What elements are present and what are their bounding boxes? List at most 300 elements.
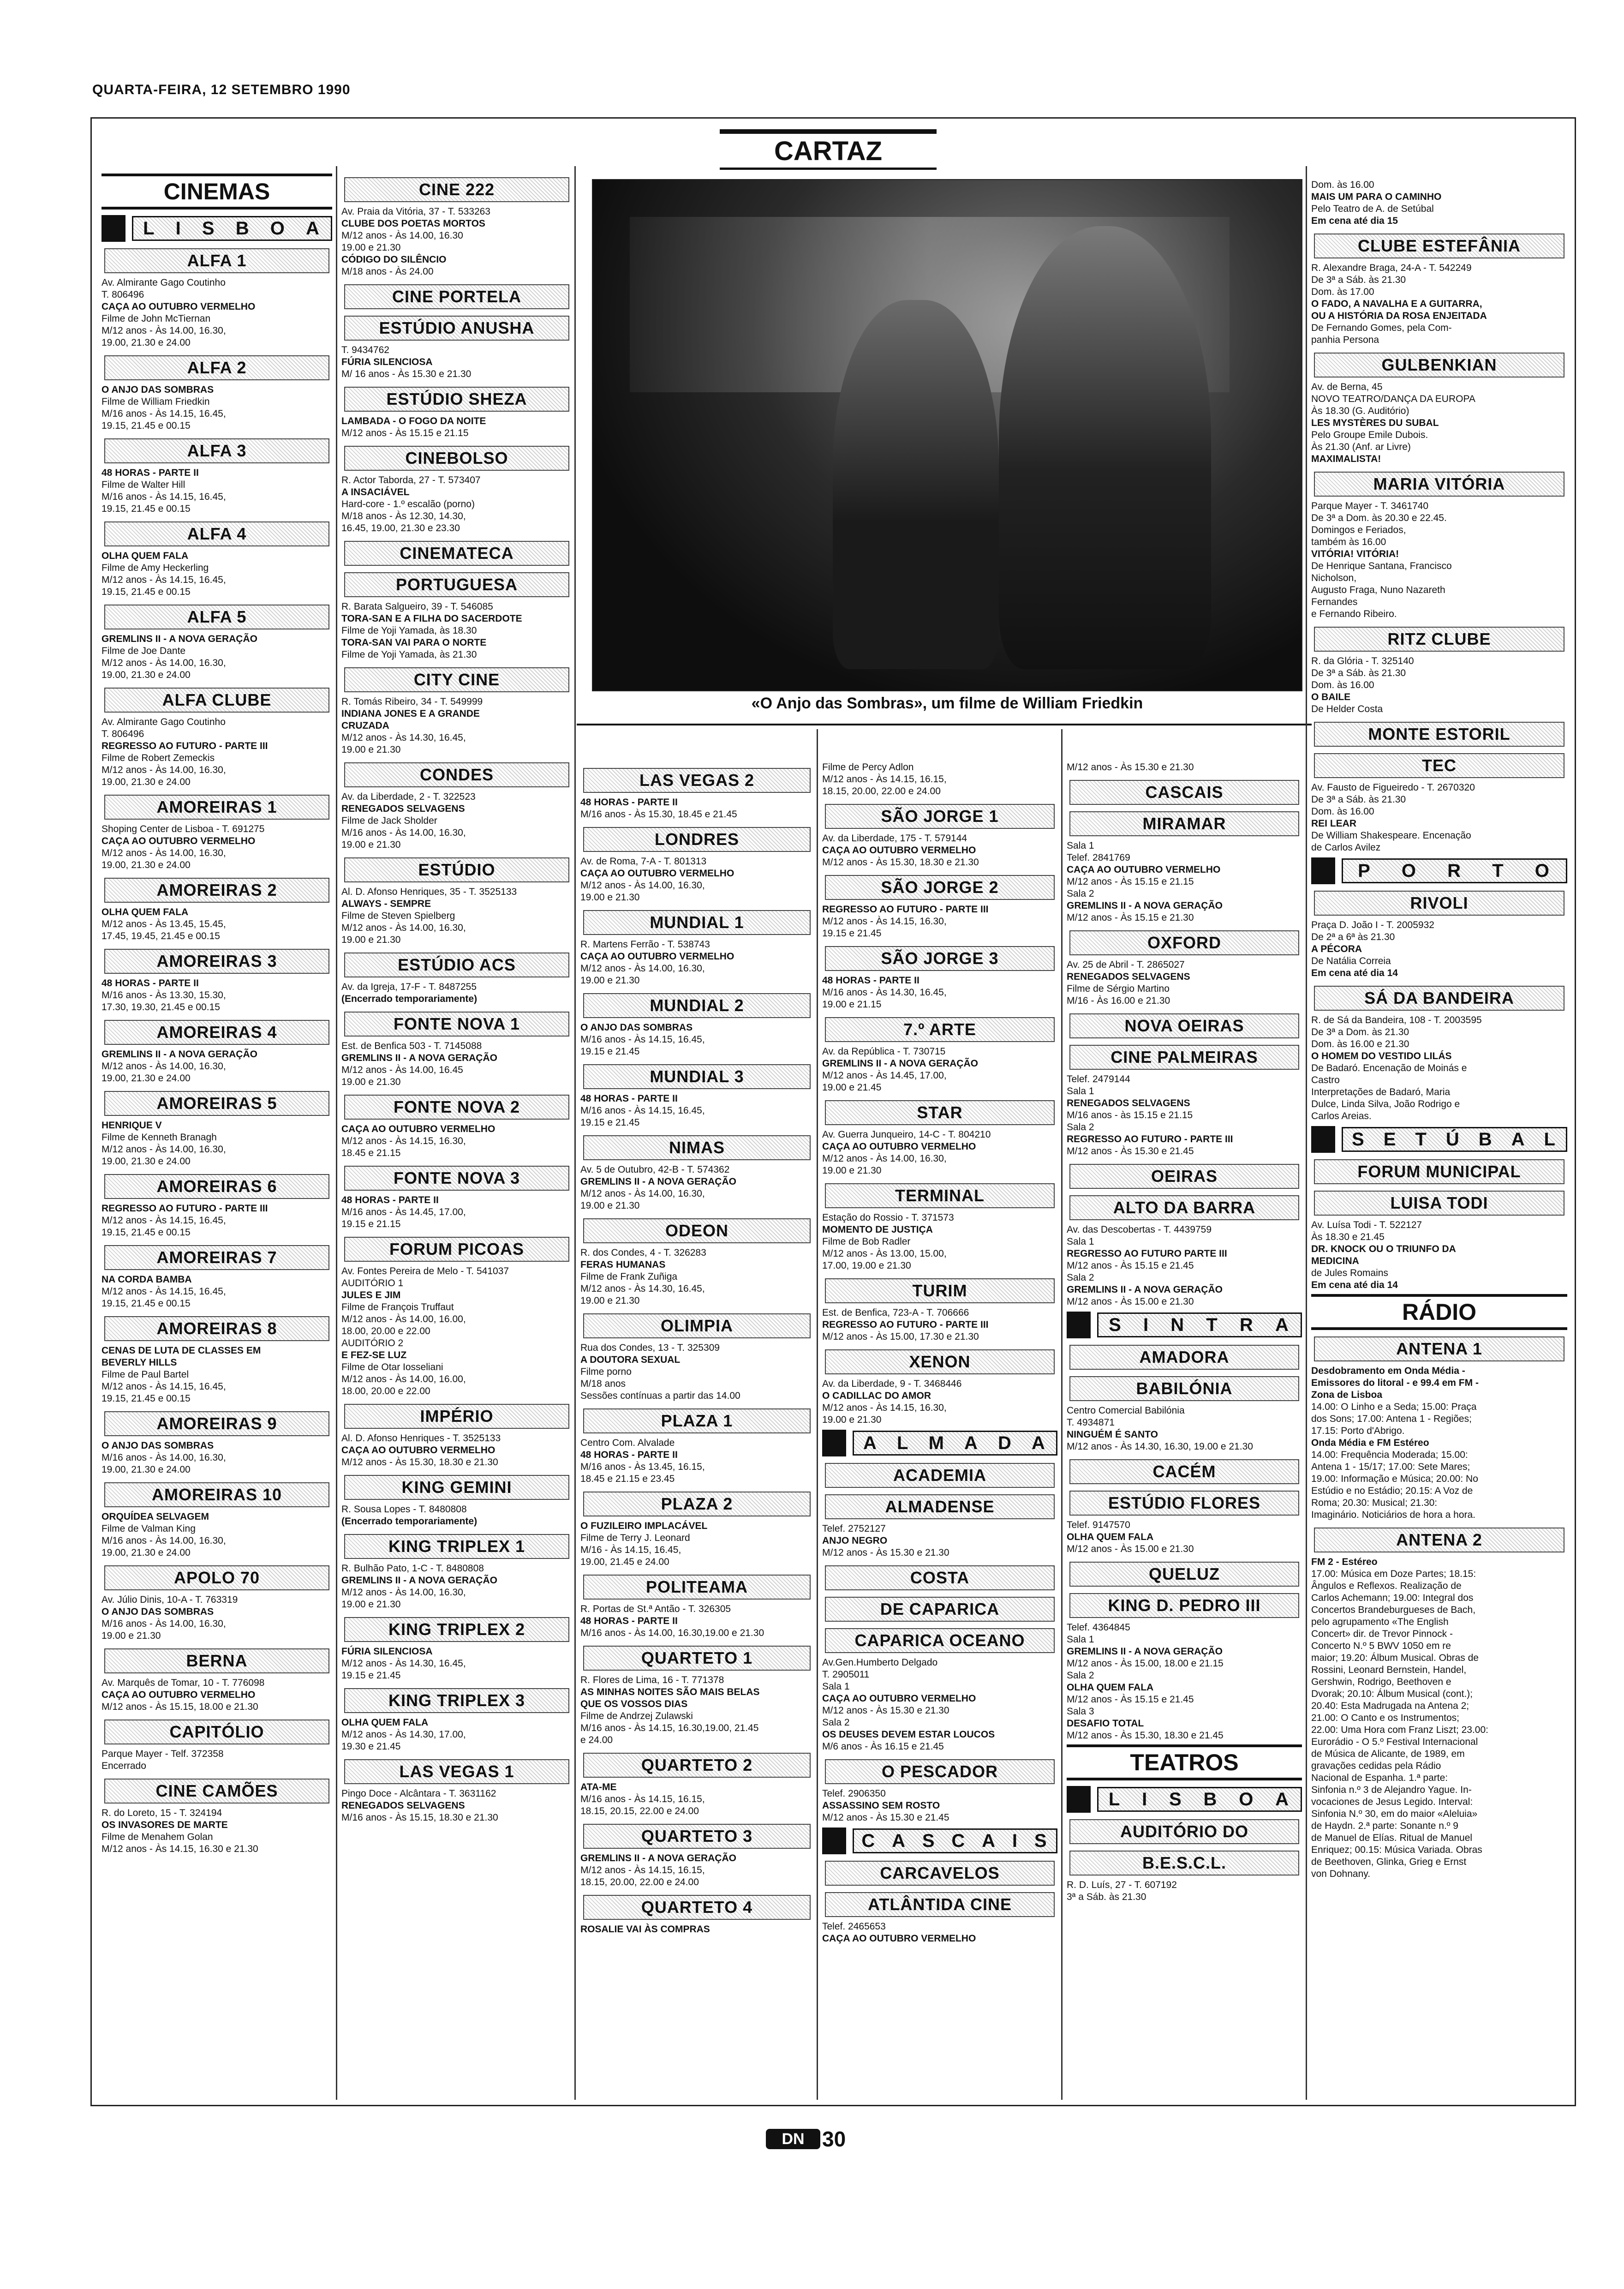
listing-title: CAÇA AO OUTUBRO VERMELHO (341, 1445, 496, 1456)
listing-line: Av. Praia da Vitória, 37 - T. 533263 (341, 206, 490, 217)
city-letter: L (897, 1432, 910, 1453)
venue-heading: CLUBE ESTEFÂNIA (1314, 234, 1564, 258)
listing-line: 22.00: Uma Hora com Franz Liszt; 23.00: (1311, 1725, 1488, 1735)
listing-title: O HOMEM DO VESTIDO LILÁS (1311, 1051, 1452, 1061)
venue-heading: QUARTETO 4 (583, 1895, 811, 1920)
listing-title: 48 HORAS - PARTE II (580, 1616, 678, 1626)
venue-heading: ESTÚDIO ANUSHA (344, 316, 569, 341)
venue-heading: ALMADENSE (825, 1494, 1055, 1519)
listing-title: CAÇA AO OUTUBRO VERMELHO (102, 836, 256, 846)
venue-heading: SÃO JORGE 2 (825, 875, 1055, 900)
listing-title: O CADILLAC DO AMOR (822, 1390, 931, 1401)
listing-title: Onda Média e FM Estéreo (1311, 1438, 1429, 1448)
city-letter: L (143, 218, 156, 239)
listing-line: M/16 anos - Às 14.15, 16.45, (580, 1105, 705, 1116)
listing-line: 19.00 e 21.30 (341, 1077, 401, 1087)
listing-line: 19.00 e 21.30 (580, 1200, 640, 1211)
listing-line: Filme de Yoji Yamada, às 18.30 (341, 625, 477, 636)
listing-line: Sinfonia N.º 30, em do maior «Aleluia» (1311, 1809, 1478, 1819)
listing-line: Rua dos Condes, 13 - T. 325309 (580, 1342, 720, 1353)
listing-line: Pelo Groupe Emile Dubois. (1311, 430, 1428, 440)
listing-title: CAÇA AO OUTUBRO VERMELHO (822, 1693, 976, 1704)
venue-heading: ALFA 4 (104, 521, 329, 546)
listing-line: AUDITÓRIO 2 (341, 1338, 404, 1348)
listing-line: M/12 anos - Às 14.00, 16.30 (341, 230, 463, 241)
listing-line: Augusto Fraga, Nuno Nazareth (1311, 585, 1445, 595)
listing-line: 18.00, 20.00 e 22.00 (341, 1386, 430, 1396)
listing-title: MOMENTO DE JUSTIÇA (822, 1224, 933, 1235)
venue-heading: QUARTETO 1 (583, 1646, 811, 1671)
listing-title: FERAS HUMANAS (580, 1259, 666, 1270)
listing-title: 48 HORAS - PARTE II (102, 978, 199, 989)
listing-title: Desdobramento em Onda Média - (1311, 1366, 1465, 1376)
listing-line: também às 16.00 (1311, 537, 1386, 547)
listing-line: 19.00 e 21.30 (341, 744, 401, 755)
listing-line: Filme de Sérgio Martino (1067, 983, 1170, 994)
listing-title: A DOUTORA SEXUAL (580, 1354, 681, 1365)
venue-heading: PORTUGUESA (344, 572, 569, 597)
listing-line: vocaciones de Jesus Legido. Interval: (1311, 1797, 1473, 1807)
city-letter: R (1239, 1314, 1255, 1335)
listing-title: FÚRIA SILENCIOSA (341, 357, 433, 367)
listing-line: M/12 anos - Às 14.30, 16.45, (341, 732, 466, 743)
listing-line: M/12 anos - Às 14.15, 16.45, (102, 1381, 226, 1392)
venue-heading: TURIM (825, 1278, 1055, 1303)
city-block-mark (1311, 857, 1335, 884)
section-heading: TEATROS (1067, 1744, 1302, 1780)
city-banner (1311, 1126, 1567, 1153)
listing-line: M/12 anos - Às 15.30 e 21.30 (822, 1705, 949, 1716)
venue-heading: MONTE ESTORIL (1314, 722, 1564, 747)
listing-title: REGRESSO AO FUTURO - PARTE III (1067, 1134, 1233, 1144)
listing-line: Dom. às 16.00 (1311, 680, 1374, 690)
city-letter: E (1383, 1129, 1398, 1150)
listing-title: MEDICINA (1311, 1256, 1359, 1266)
city-letters (1343, 861, 1566, 881)
venue-heading: XENON (825, 1349, 1055, 1374)
listing-title: CAÇA AO OUTUBRO VERMELHO (341, 1124, 496, 1134)
listing-line: Sala 2 (1067, 1122, 1094, 1133)
listing-line: M/12 anos - Às 13.00, 15.00, (822, 1248, 947, 1259)
listing-line: Sala 3 (1067, 1706, 1094, 1717)
photo-figure-man (833, 300, 999, 669)
listing-title: GREMLINS II - A NOVA GERAÇÃO (341, 1575, 497, 1586)
city-block-mark (102, 215, 125, 242)
listing-line: Shoping Center de Lisboa - T. 691275 (102, 824, 265, 834)
listing-line: M/16 anos - Às 14.15, 16.45, (102, 491, 226, 502)
venue-heading: CACÉM (1069, 1459, 1299, 1484)
listing-line: M/12 anos - Às 13.45, 15.45, (102, 919, 226, 929)
venue-heading: ALFA 5 (104, 605, 329, 629)
listing-line: M/18 anos - Às 24.00 (341, 266, 434, 277)
listing-line: M/16 anos - Às 13.45, 16.15, (580, 1462, 705, 1472)
listing-line: M/12 anos - Às 14.15, 16.15, (580, 1865, 705, 1876)
listing-line: 19.00 e 21.15 (822, 999, 882, 1010)
listing-line: 19.15, 21.45 e 00.15 (102, 420, 191, 431)
listing-line: M/12 anos - Às 15.15 e 21.45 (1067, 1694, 1194, 1705)
listing-line: e 24.00 (580, 1735, 613, 1745)
city-letter: S (1109, 1314, 1123, 1335)
city-letter: B (235, 218, 251, 239)
listing-title: OU A HISTÓRIA DA ROSA ENJEITADA (1311, 311, 1487, 321)
venue-heading: SÃO JORGE 1 (825, 804, 1055, 829)
listing-line: R. da Glória - T. 325140 (1311, 656, 1414, 666)
venue-heading: BABILÓNIA (1069, 1376, 1299, 1401)
venue-heading: CINEMATECA (344, 541, 569, 566)
listing-line: M/16 anos - Às 14.15, 16.45, (102, 408, 226, 419)
listing-title: LAMBADA - O FOGO DA NOITE (341, 416, 486, 426)
col-rule-1 (336, 166, 337, 2100)
listing-line: M/12 anos - Às 15.30 e 21.30 (1067, 762, 1194, 773)
listing-title: O FADO, A NAVALHA E A GUITARRA, (1311, 299, 1482, 309)
listing-line: M/12 anos - Às 14.30, 16.30, 19.00 e 21.30 (1067, 1441, 1253, 1452)
listing-line: T. 9434762 (341, 345, 389, 355)
listing-title: JULES E JIM (341, 1290, 401, 1300)
listing-line: M/12 anos - Às 15.30, 18.30 e 21.30 (341, 1457, 498, 1468)
listing-line: Dom. às 16.00 (1311, 806, 1374, 817)
listing-title: 48 HORAS - PARTE II (580, 1093, 678, 1104)
listing-line: Al. D. Afonso Henriques, 35 - T. 3525133 (341, 887, 517, 897)
venue-heading: LONDRES (583, 827, 811, 852)
section-heading: RÁDIO (1311, 1294, 1567, 1330)
city-letter: S (922, 1830, 937, 1851)
listing-line: M/18 anos - Às 12.30, 14.30, (341, 511, 466, 521)
listing-line: 16.45, 19.00, 21.30 e 23.30 (341, 523, 460, 533)
city-letter: S (1169, 1789, 1183, 1810)
venue-heading: ODEON (583, 1218, 811, 1243)
city-letter: O (1534, 860, 1551, 881)
listing-line: R. dos Condes, 4 - T. 326283 (580, 1247, 706, 1258)
listing-title: LES MYSTÈRES DU SUBAL (1311, 418, 1439, 428)
venue-heading: KING TRIPLEX 2 (344, 1617, 569, 1642)
listing-line: 19.00, 21.30 e 24.00 (102, 1464, 191, 1475)
col-rule-5 (1306, 166, 1307, 2100)
listing-line: de Música de Alicante, de 1989, em (1311, 1749, 1465, 1759)
listing-line: 19.00, 21.30 e 24.00 (102, 1547, 191, 1558)
listing-line: Filme de Paul Bartel (102, 1369, 189, 1380)
listing-line: Sala 1 (1067, 840, 1094, 851)
listing-line: De Fernando Gomes, pela Com- (1311, 323, 1452, 333)
listing-line: M/12 anos - Às 14.00, 16.45 (341, 1065, 463, 1075)
listing-title: GREMLINS II - A NOVA GERAÇÃO (580, 1176, 736, 1187)
venue-heading: IMPÉRIO (344, 1404, 569, 1429)
listing-line: Filme de Andrzej Zulawski (580, 1711, 693, 1721)
listing-line: R. D. Luís, 27 - T. 607192 (1067, 1880, 1177, 1890)
city-letter: Ú (1445, 1129, 1461, 1150)
listing-line: Concerto N.º 5 BWV 1050 em re (1311, 1641, 1451, 1651)
listing-title: CENAS DE LUTA DE CLASSES EM (102, 1345, 261, 1356)
listing-line: Av. Fontes Pereira de Melo - T. 541037 (341, 1266, 509, 1276)
listing-line: 19.00, 21.45 e 24.00 (580, 1557, 669, 1567)
venue-heading: MUNDIAL 3 (583, 1064, 811, 1089)
listing-line: 19.15, 21.45 e 00.15 (102, 1227, 191, 1238)
listing-title: 48 HORAS - PARTE II (580, 797, 678, 808)
listing-line: Sala 2 (822, 1717, 850, 1728)
listing-line: M/16 anos - Às 14.15, 16.45, (580, 1034, 705, 1045)
listing-line: M/12 anos - Às 14.00, 16.30, (102, 1061, 226, 1072)
listing-title: RENEGADOS SELVAGENS (341, 803, 465, 814)
listing-line: Filme de Yoji Yamada, às 21.30 (341, 649, 477, 660)
listing-line: Estúdio e no Estádio; 20.15: A Voz de (1311, 1486, 1473, 1496)
listing-line: Av.Gen.Humberto Delgado (822, 1657, 938, 1668)
city-block-mark (1067, 1786, 1091, 1813)
listing-line: Centro Com. Alvalade (580, 1438, 675, 1448)
listing-line: 18.15, 20.15, 22.00 e 24.00 (580, 1806, 699, 1816)
venue-heading: ESTÚDIO FLORES (1069, 1491, 1299, 1516)
city-name (132, 216, 332, 241)
listing-line: T. 806496 (102, 729, 144, 739)
city-letter: C (951, 1830, 967, 1851)
listing-line: De William Shakespeare. Encenação (1311, 830, 1471, 841)
venue-heading: LAS VEGAS 1 (344, 1759, 569, 1784)
listing-title: GREMLINS II - A NOVA GERAÇÃO (1067, 1646, 1223, 1657)
listing-title: Em cena até dia 14 (1311, 968, 1398, 978)
listing-title: OLHA QUEM FALA (341, 1717, 429, 1728)
city-letter: A (1275, 1314, 1290, 1335)
listing-line: 17.15: Porto d'Abrigo. (1311, 1426, 1405, 1436)
dateline: QUARTA-FEIRA, 12 SETEMBRO 1990 (92, 82, 351, 97)
listing-line: M/12 anos - Às 14.00, 16.30, (102, 658, 226, 668)
listing-line: M/12 anos - Às 14.45, 17.00, (822, 1070, 947, 1081)
listing-line: Telef. 2906350 (822, 1788, 886, 1799)
listing-line: De 3ª a Dom. às 20.30 e 22.45. (1311, 513, 1447, 523)
film-photo (592, 179, 1302, 691)
listing-line: M/12 anos - Às 15.30, 18.30 e 21.30 (822, 857, 979, 868)
listing-line: Av. Fausto de Figueiredo - T. 2670320 (1311, 782, 1475, 793)
venue-heading: STAR (825, 1100, 1055, 1125)
venue-heading: AMOREIRAS 4 (104, 1020, 329, 1045)
city-letters (1343, 1129, 1566, 1150)
section-title: CARTAZ (720, 129, 937, 170)
city-block-mark (1067, 1312, 1091, 1338)
listing-title: ANJO NEGRO (822, 1535, 888, 1546)
city-letter: T (1492, 860, 1505, 881)
venue-heading: POLITEAMA (583, 1575, 811, 1600)
listing-line: M/12 anos - Às 15.15 e 21.15 (341, 428, 469, 438)
venue-heading: MUNDIAL 2 (583, 993, 811, 1018)
listing-title: CAÇA AO OUTUBRO VERMELHO (822, 845, 976, 856)
listing-line: 18.15, 20.00, 22.00 e 24.00 (822, 786, 941, 797)
venue-heading: PLAZA 1 (583, 1408, 811, 1433)
listing-line: Filme de Joe Dante (102, 646, 186, 656)
listing-line: Filme de Percy Adlon (822, 762, 914, 773)
listing-line: 19.00 e 21.30 (341, 1599, 401, 1610)
listing-line: Às 21.30 (Anf. ar Livre) (1311, 442, 1411, 452)
listing-title: CAÇA AO OUTUBRO VERMELHO (102, 301, 256, 312)
listing-line: 19.15 e 21.15 (341, 1219, 401, 1229)
venue-heading: MARIA VITÓRIA (1314, 472, 1564, 497)
venue-heading: AMOREIRAS 8 (104, 1316, 329, 1341)
city-name (1342, 858, 1567, 883)
listing-title: OLHA QUEM FALA (102, 551, 189, 561)
listing-line: Telef. 9147570 (1067, 1520, 1130, 1530)
listing-line: M/12 anos - Às 14.00, 16.00, (341, 1314, 466, 1324)
listing-title: FM 2 - Estéreo (1311, 1557, 1378, 1567)
listing-line: M/12 anos - Às 14.00, 16.30, (341, 1587, 466, 1598)
venue-heading: FORUM PICOAS (344, 1237, 569, 1262)
venue-heading: CINE PALMEIRAS (1069, 1045, 1299, 1070)
venue-heading: ESTÚDIO (344, 857, 569, 882)
venue-heading: CINE 222 (344, 177, 569, 202)
listing-line: Sala 1 (1067, 1634, 1094, 1645)
city-letter: I (1143, 1314, 1151, 1335)
listing-line: R. Barata Salgueiro, 39 - T. 546085 (341, 601, 493, 612)
listing-title: TORA-SAN VAI PARA O NORTE (341, 637, 487, 648)
listing-title: O FUZILEIRO IMPLACÁVEL (580, 1521, 708, 1531)
venue-heading: FONTE NOVA 1 (344, 1012, 569, 1037)
listing-line: M/12 anos - Às 14.15, 16.45, (102, 1215, 226, 1226)
listing-title: CAÇA AO OUTUBRO VERMELHO (580, 951, 734, 962)
listing-line: M/12 anos - Às 15.15 e 21.30 (1067, 912, 1194, 923)
listing-line: Sala 1 (822, 1681, 850, 1692)
venue-heading: AMOREIRAS 9 (104, 1411, 329, 1436)
listing-line: Ângulos e Reflexos. Realização de (1311, 1581, 1462, 1591)
listing-title: (Encerrado temporariamente) (341, 994, 478, 1004)
listing-line: Filme de François Truffaut (341, 1302, 454, 1312)
listing-line: e Fernando Ribeiro. (1311, 609, 1397, 619)
listing-line: dos Sons; 17.00: Antena 1 - Regiões; (1311, 1414, 1472, 1424)
venue-heading: B.E.S.C.L. (1069, 1851, 1299, 1876)
listing-line: Sala 2 (1067, 1670, 1094, 1681)
venue-heading: FONTE NOVA 2 (344, 1095, 569, 1120)
listing-line: De Badaró. Encenação de Moinás e (1311, 1063, 1467, 1073)
listing-title: Em cena até dia 14 (1311, 1280, 1398, 1290)
venue-heading: RIVOLI (1314, 891, 1564, 916)
venue-heading: LAS VEGAS 2 (583, 768, 811, 793)
city-block-mark (822, 1430, 846, 1456)
listing-line: M/16 - Às 14.15, 16.45, (580, 1545, 681, 1555)
listing-line: Carlos Areias. (1311, 1111, 1372, 1121)
listing-line: M/12 anos - Às 14.15, 16.45, (102, 575, 226, 585)
listing-line: Dom. às 16.00 (1311, 180, 1374, 190)
listing-title: FÚRIA SILENCIOSA (341, 1646, 433, 1657)
listing-line: R. Portas de St.ª Antão - T. 326305 (580, 1604, 731, 1614)
listing-line: M/12 anos - Às 14.30, 17.00, (341, 1729, 466, 1740)
venue-heading: AMOREIRAS 10 (104, 1482, 329, 1507)
listing-line: Filme de William Friedkin (102, 396, 210, 407)
listing-line: M/ 16 anos - Às 15.30 e 21.30 (341, 369, 472, 379)
city-letters (1099, 1315, 1301, 1336)
city-letter: A (1032, 1432, 1047, 1453)
city-letter: C (861, 1830, 877, 1851)
listing-line: T. 2905011 (822, 1669, 870, 1680)
listing-line: 19.30 e 21.45 (341, 1741, 401, 1752)
listing-line: Dulce, Linda Silva, João Rodrigo e (1311, 1099, 1460, 1109)
listing-line: Av. da Liberdade, 175 - T. 579144 (822, 833, 967, 844)
listing-title: OLHA QUEM FALA (1067, 1532, 1154, 1542)
city-letter: P (1358, 860, 1372, 881)
listing-line: De 2ª a 6ª às 21.30 (1311, 932, 1395, 942)
city-letter: M (928, 1432, 946, 1453)
venue-heading: CINE CAMÕES (104, 1779, 329, 1804)
listing-title: E FEZ-SE LUZ (341, 1350, 407, 1360)
city-banner (822, 1430, 1057, 1456)
listing-title: REGRESSO AO FUTURO PARTE III (1067, 1248, 1227, 1259)
city-letter: O (270, 218, 287, 239)
city-letter: R (1447, 860, 1463, 881)
listing-line: Filme de Jack Sholder (341, 815, 437, 826)
listing-line: 19.00 e 21.30 (822, 1414, 882, 1425)
city-banner (822, 1828, 1057, 1854)
listing-line: Filme de Menahem Golan (102, 1832, 213, 1842)
listing-title: REGRESSO AO FUTURO - PARTE III (822, 1319, 989, 1330)
listing-title: GREMLINS II - A NOVA GERAÇÃO (580, 1853, 736, 1864)
listing-line: 18.15, 20.00, 22.00 e 24.00 (580, 1877, 699, 1888)
listing-line: Fernandes (1311, 597, 1358, 607)
listing-line: 17.30, 19.30, 21.45 e 00.15 (102, 1002, 220, 1013)
listing-line: Filme de Walter Hill (102, 479, 185, 490)
listing-line: M/12 anos - Às 14.00, 16.00, (341, 1374, 466, 1384)
listing-line: Av. Júlio Dinis, 10-A - T. 763319 (102, 1594, 238, 1605)
listing-line: 21.00: O Canto e os Instrumentos; (1311, 1713, 1460, 1723)
listing-line: 19.00 e 21.30 (341, 839, 401, 850)
listing-line: M/16 anos - Às 15.30, 18.45 e 21.45 (580, 809, 737, 820)
listing-title: CLUBE DOS POETAS MORTOS (341, 218, 485, 229)
listing-line: 19.00, 21.30 e 24.00 (102, 670, 191, 680)
venue-heading: APOLO 70 (104, 1565, 329, 1590)
listing-line: Filme de Steven Spielberg (341, 911, 455, 921)
listing-title: CÓDIGO DO SILÊNCIO (341, 254, 447, 265)
city-name (853, 1431, 1057, 1456)
venue-heading: PLAZA 2 (583, 1492, 811, 1516)
venue-heading: ESTÚDIO ACS (344, 953, 569, 977)
listing-line: M/16 anos - Às 14.00, 16.30, (341, 827, 466, 838)
listing-title: ALWAYS - SEMPRE (341, 899, 431, 909)
city-block-mark (1311, 1126, 1335, 1153)
city-letter: A (863, 1432, 878, 1453)
city-letter: I (175, 218, 183, 239)
venue-heading: CINEBOLSO (344, 446, 569, 471)
listing-line: Castro (1311, 1075, 1340, 1085)
listing-line: Av. 5 de Outubro, 42-B - T. 574362 (580, 1164, 730, 1175)
city-letters (1099, 1789, 1301, 1810)
venue-heading: QUARTETO 2 (583, 1753, 811, 1778)
venue-heading: ESTÚDIO SHEZA (344, 387, 569, 412)
listing-line: 18.45 e 21.15 e 23.45 (580, 1474, 675, 1484)
listing-line: M/12 anos - Às 15.00 e 21.30 (1067, 1544, 1194, 1554)
venue-heading: BERNA (104, 1648, 329, 1673)
listing-line: M/12 anos - Às 14.00, 16.30, (822, 1153, 947, 1164)
listing-line: M/12 anos - Às 14.00, 16.30, (580, 880, 705, 891)
listing-line: 19.15, 21.45 e 00.15 (102, 503, 191, 514)
listing-line: Imaginário. Noticiários de hora a hora. (1311, 1510, 1476, 1520)
listing-title: RENEGADOS SELVAGENS (1067, 971, 1190, 982)
listing-line: Roma; 20.30: Musical; 21.30: (1311, 1498, 1438, 1508)
venue-heading: KING TRIPLEX 3 (344, 1688, 569, 1713)
venue-heading: SÃO JORGE 3 (825, 946, 1055, 971)
listing-line: Pelo Teatro de A. de Setúbal (1311, 204, 1434, 214)
listing-line: 19.00, 21.30 e 24.00 (102, 337, 191, 348)
listing-title: NA CORDA BAMBA (102, 1274, 192, 1285)
listing-line: Av. Marquês de Tomar, 10 - T. 776098 (102, 1678, 265, 1688)
listing-line: de Beethoven, Glinka, Grieg e Ernst (1311, 1857, 1467, 1867)
listing-title: (Encerrado temporariamente) (341, 1516, 478, 1527)
listing-line: De 3ª a Sáb. às 21.30 (1311, 794, 1406, 805)
listing-line: Filme de Bob Radler (822, 1236, 911, 1247)
listing-line: M/12 anos - Às 14.30, 16.45, (341, 1658, 466, 1669)
listing-title: MAIS UM PARA O CAMINHO (1311, 192, 1442, 202)
listing-line: Dom. às 16.00 e 21.30 (1311, 1039, 1409, 1049)
listing-line: M/12 anos - Às 15.30, 18.30 e 21.45 (1067, 1730, 1224, 1741)
venue-heading: MIRAMAR (1069, 811, 1299, 836)
listing-line: NOVO TEATRO/DANÇA DA EUROPA (1311, 394, 1475, 404)
venue-heading: TERMINAL (825, 1183, 1055, 1208)
city-letter: O (1239, 1789, 1255, 1810)
venue-heading: CARCAVELOS (825, 1861, 1055, 1886)
listing-line: Sessões contínuas a partir das 14.00 (580, 1390, 740, 1401)
listing-line: Filme de Valman King (102, 1523, 196, 1534)
photo-figure-woman (999, 226, 1211, 669)
